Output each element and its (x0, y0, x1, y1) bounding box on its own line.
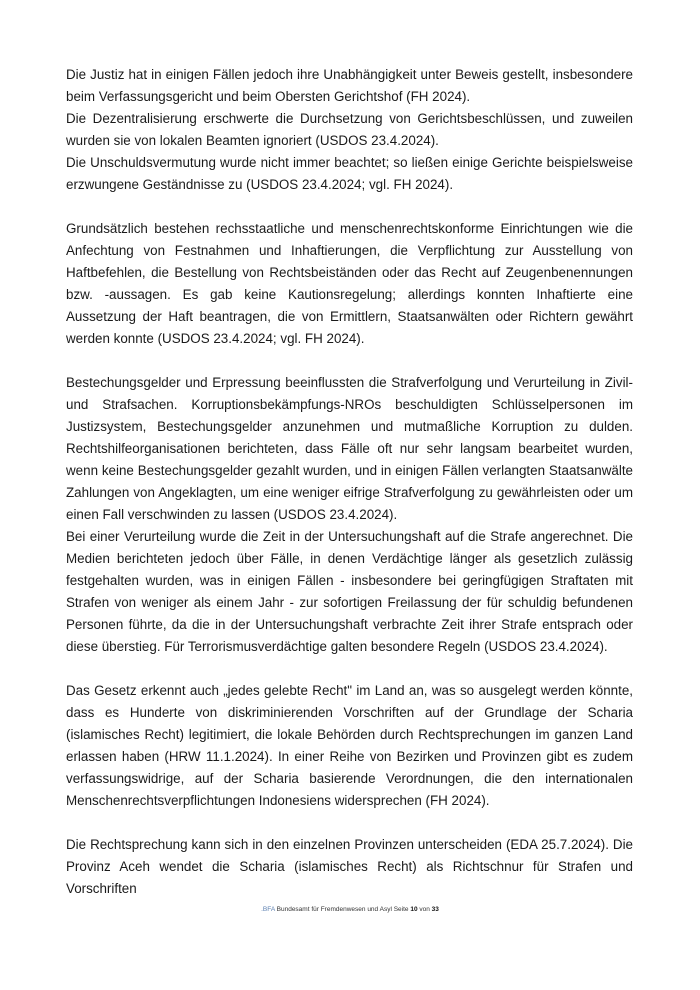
document-body (66, 64, 633, 900)
paragraph-gap (66, 658, 633, 680)
paragraph-justice-independence: Die Justiz hat in einigen Fällen jedoch ihre Unabhängigkeit unter Beweis gestellt, insbesondere beim Verfassungsgericht und beim Obersten Gerichtshof (FH 2024). (66, 67, 633, 104)
footer-page-separator: von (417, 906, 432, 913)
paragraph-living-law-sharia: Das Gesetz erkennt auch „jedes gelebte Recht" im Land an, was so ausgelegt werden könnte, dass es Hunderte von diskriminierenden Vorschriften auf der Grundlage der Scharia (islamisches Recht) legitimiert, die lokale Behörden durch Rechtsprechungen im ganzen Land erlassen haben (HRW 11.1.2024). In einer Reihe von Bezirken und Provinzen gibt es zudem verfassungswidrige, auf der Scharia basierende Verordnungen, die den internationalen Menschenrechtsverpflichtungen Indonesiens widersprechen (FH 2024). (66, 683, 633, 808)
page-number-total: 33 (431, 906, 439, 913)
paragraph-pretrial-detention: Bei einer Verurteilung wurde die Zeit in der Untersuchungshaft auf die Strafe angerechnet. Die Medien berichteten jedoch über Fälle, in denen Verdächtige länger als gesetzlich zulässig festgehalten wurden, was in einigen Fällen - insbesondere bei geringfügigen Straftaten mit Strafen von weniger als einem Jahr - zur sofortigen Freilassung der für schuldig befundenen Personen führte, da die in der Untersuchungshaft verbrachte Zeit ihrer Strafe entsprach oder diese überstieg. Für Terrorismusverdächtige galten besondere Regeln (USDOS 23.4.2024). (66, 529, 633, 654)
paragraph-presumption-innocence: Die Unschuldsvermutung wurde nicht immer beachtet; so ließen einige Gerichte beispielsweise erzwungene Geständnisse zu (USDOS 23.4.2024; vgl. FH 2024). (66, 155, 633, 192)
paragraph-rule-of-law-institutions: Grundsätzlich bestehen rechsstaatliche und menschenrechtskonforme Einrichtungen wie die Anfechtung von Festnahmen und Inhaftierungen, die Verpflichtung zur Ausstellung von Haftbefehlen, die Bestellung von Rechtsbeiständen oder das Recht auf Zeugenbenennungen bzw. -aussagen. Es gab keine Kautionsregelung; allerdings konnten Inhaftierte eine Aussetzung der Haft beantragen, die von Ermittlern, Staatsanwälten oder Richtern gewährt werden konnte (USDOS 23.4.2024; vgl. FH 2024). (66, 221, 633, 346)
bfa-logo-text: .BFA (261, 906, 275, 913)
paragraph-gap (66, 196, 633, 218)
page-footer (0, 906, 700, 913)
footer-org-label: Bundesamt für Fremdenwesen und Asyl Seite (274, 906, 411, 913)
paragraph-legal-aid: Rechtshilfeorganisationen berichteten, dass Fälle oft nur sehr langsam bearbeitet wurden, wenn keine Bestechungsgelder gezahlt wurden, und in einigen Fällen verlangten Staatsanwälte Zahlungen von Angeklagten, um eine weniger eifrige Strafverfolgung zu gewährleisten oder um einen Fall verschwinden zu lassen (USDOS 23.4.2024). (66, 441, 633, 522)
paragraph-bribery: Bestechungsgelder und Erpressung beeinflussten die Strafverfolgung und Verurteilung in Zivil- und Strafsachen. Korruptionsbekämpfungs-NROs beschuldigten Schlüsselpersonen im Justizsystem, Bestechungsgelder anzunehmen und mutmaßliche Korruption zu dulden. (66, 375, 633, 434)
paragraph-gap (66, 812, 633, 834)
paragraph-provincial-jurisdiction: Die Rechtsprechung kann sich in den einzelnen Provinzen unterscheiden (EDA 25.7.2024). Die Provinz Aceh wendet die Scharia (islamisches Recht) als Richtschnur für Strafen und Vorschriften (66, 837, 633, 896)
page-number-current: 10 (410, 906, 418, 913)
paragraph-gap (66, 350, 633, 372)
paragraph-decentralization: Die Dezentralisierung erschwerte die Durchsetzung von Gerichtsbeschlüssen, und zuweilen wurden sie von lokalen Beamten ignoriert (USDOS 23.4.2024). (66, 111, 633, 148)
